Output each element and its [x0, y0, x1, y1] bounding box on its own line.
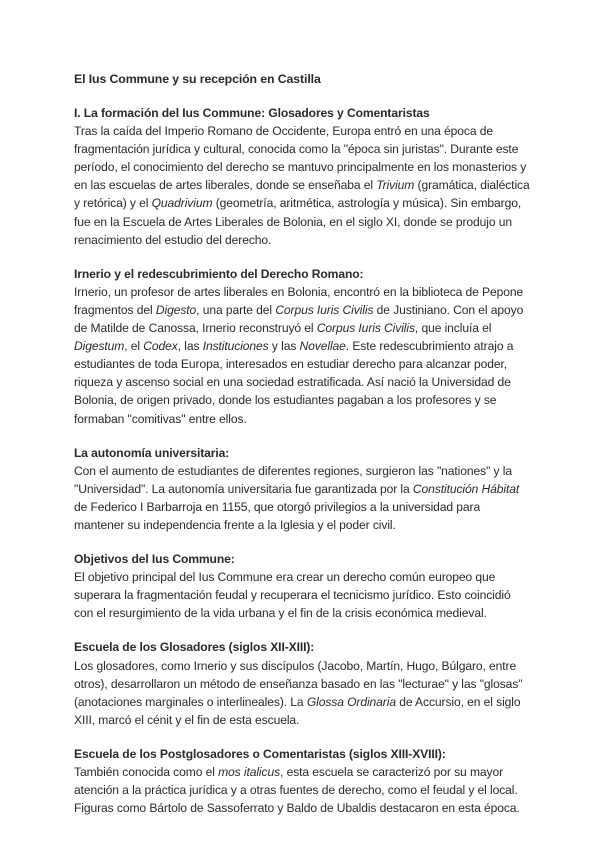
text-run: y las	[268, 339, 300, 354]
section-heading: I. La formación del Ius Commune: Glosadores y Comentaristas	[74, 106, 430, 120]
section-paragraph	[74, 763, 530, 817]
italic-term: Glossa Ordinaria	[306, 694, 396, 709]
section-heading: La autonomía universitaria:	[74, 445, 230, 460]
italic-term: Trivium	[376, 178, 415, 193]
text-run: (gramática, dialéctica y retórica) y el	[74, 178, 530, 211]
text-run: También conocida como el	[74, 765, 219, 779]
section-paragraph	[74, 657, 530, 729]
text-run: , esta escuela se caracterizó por su mayor atención a la práctica jurídica y a otras fuentes de derecho, como el feudal y el local. Figuras como Bártolo de Sassoferrato y Baldo de Ubaldis destacaron en esta época.	[74, 765, 520, 816]
document-title: El Ius Commune y su recepción en Castilla	[74, 72, 321, 86]
text-run: (geometría, aritmética, astrología y música). Sin embargo, fue en la Escuela de Artes Liberales de Bolonia, en el siglo XI, donde se produjo un renacimiento del estudio del derecho.	[74, 196, 522, 247]
text-run: Irnerio, un profesor de artes liberales en Bolonia, encontró en la biblioteca de Pepone fragmentos del	[74, 284, 524, 317]
text-run: Tras la caída del Imperio Romano de Occidente, Europa entró en una época de fragmentación jurídica y cultural, conocida como la "época sin juristas". Durante este período, el conocimiento del derecho se mantuvo principalmente en los monasterios y en las escuelas de artes liberales, donde se enseñaba el	[74, 124, 527, 193]
document-section	[74, 104, 530, 249]
section-paragraph	[74, 122, 530, 249]
document-section	[74, 745, 530, 817]
italic-term: Quadrivium	[151, 196, 213, 211]
section-heading: Escuela de los Postglosadores o Comentaristas (siglos XIII-XVIII):	[74, 746, 446, 761]
text-run: , una parte del	[196, 302, 276, 317]
text-run: Con el aumento de estudiantes de diferentes regiones, surgieron las "nationes" y la "Universidad". La autonomía universitaria fue garantizada por la	[74, 463, 512, 496]
section-heading: Escuela de los Glosadores (siglos XII-XIII):	[74, 640, 315, 655]
document-section	[74, 638, 530, 728]
text-run: Los glosadores, como Irnerio y sus discípulos (Jacobo, Martín, Hugo, Búlgaro, entre otros), desarrollaron un método de enseñanza basado en las "lecturae" y las "glosas" (anotaciones marginales o interlineales). La	[74, 658, 523, 709]
section-paragraph	[74, 462, 530, 534]
text-run: , las	[177, 339, 203, 354]
text-run: de Justiniano. Con el apoyo de Matilde de Canossa, Irnerio reconstruyó el	[74, 302, 524, 336]
italic-term: Novellae	[299, 339, 346, 354]
document-section	[74, 265, 530, 428]
document-section	[74, 550, 530, 622]
document-section	[74, 444, 530, 534]
section-paragraph	[74, 568, 530, 622]
text-run: , que incluía el	[414, 321, 492, 336]
italic-term: Codex	[143, 339, 178, 354]
section-paragraph	[74, 283, 530, 428]
text-run: de Accursio, en el siglo XIII, marcó el cénit y el fin de esta escuela.	[74, 694, 521, 727]
italic-term: Instituciones	[202, 339, 269, 354]
italic-term: Corpus Iuris Civilis	[316, 321, 415, 336]
text-run: El objetivo principal del Ius Commune era crear un derecho común europeo que superara la fragmentación feudal y recuperara el tecnicismo jurídico. Esto coincidió con el resurgimiento de la vida urbana y el fin de la crisis económica medieval.	[74, 570, 511, 621]
italic-term: Digestum	[74, 339, 125, 354]
italic-term: Digesto	[155, 302, 197, 317]
text-run: . Este redescubrimiento atrajo a estudiantes de toda Europa, interesados en estudiar derecho para alcanzar poder, riqueza y ascenso social en una sociedad estratificada. Así nació la Universidad de Bolonia, de origen privado, donde los estudiantes pagaban a los profesores y se formaban "comitivas" entre ellos.	[74, 339, 514, 426]
section-heading: Objetivos del Ius Commune:	[74, 552, 235, 567]
italic-term: Corpus Iuris Civilis	[275, 302, 374, 317]
italic-term: mos italicus	[218, 765, 281, 779]
text-run: de Federico I Barbarroja en 1155, que otorgó privilegios a la universidad para mantener su independencia frente a la Iglesia y el poder civil.	[74, 499, 481, 532]
text-run: , el	[124, 339, 144, 354]
italic-term: Constitución Hábitat	[412, 481, 520, 496]
section-heading: Irnerio y el redescubrimiento del Derecho Romano:	[74, 266, 364, 281]
document-sections	[74, 104, 530, 817]
document-page	[74, 70, 530, 833]
